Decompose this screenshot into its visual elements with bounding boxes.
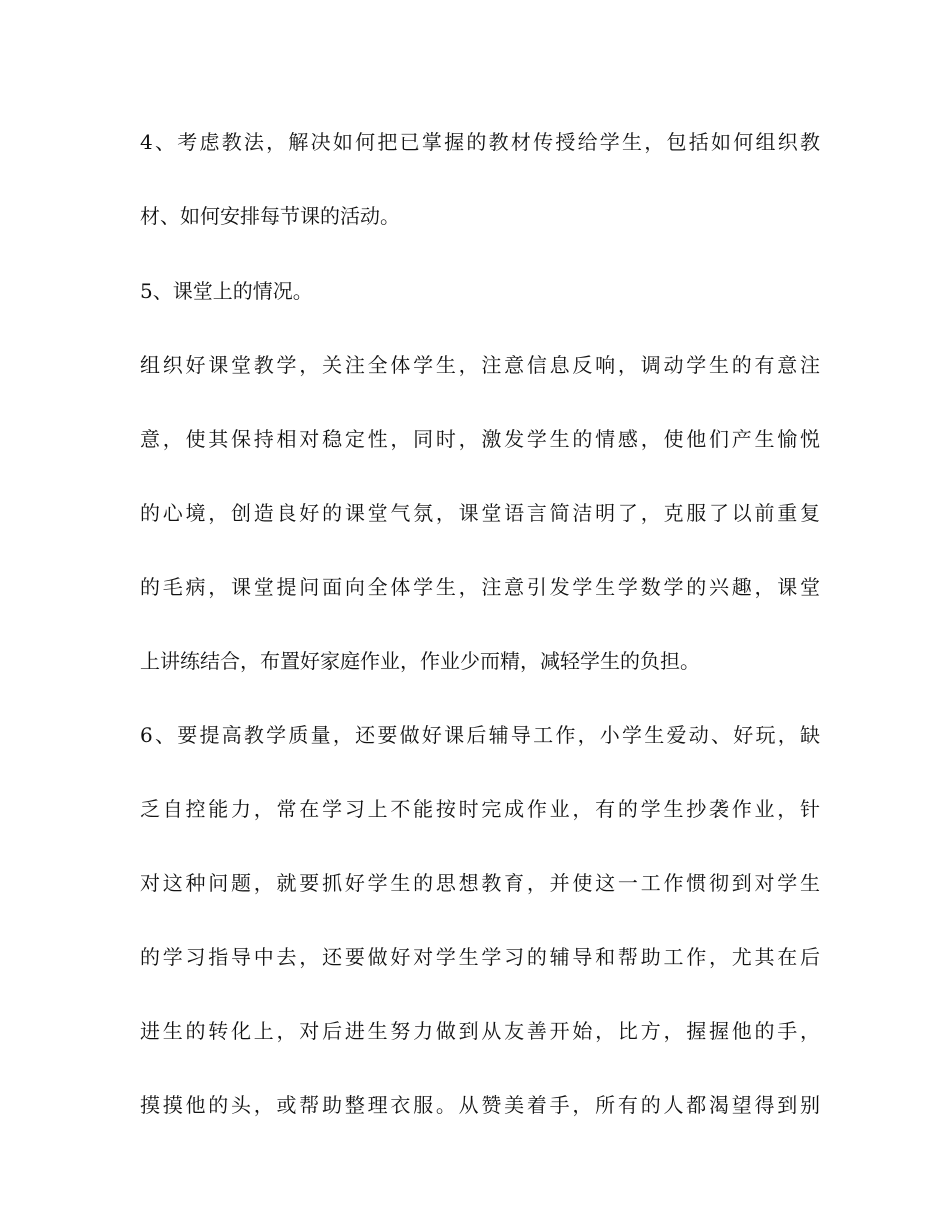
paragraph-4-line-1: 4、考虑教法，解决如何把已掌握的教材传授给学生，包括如何组织教 xyxy=(140,130,820,154)
paragraph-6-line-3: 对这种问题，就要抓好学生的思想教育，并使这一工作惯彻到对学生 xyxy=(140,871,820,895)
paragraph-4-line-2: 材、如何安排每节课的活动。 xyxy=(140,204,400,228)
paragraph-6-line-4: 的学习指导中去，还要做好对学生学习的辅导和帮助工作，尤其在后 xyxy=(140,945,820,969)
paragraph-6-line-1: 6、要提高教学质量，还要做好课后辅导工作，小学生爱动、好玩，缺 xyxy=(140,723,820,747)
paragraph-5-line-5: 上讲练结合，布置好家庭作业，作业少而精，减轻学生的负担。 xyxy=(140,649,700,673)
section-5-heading: 5、课堂上的情况。 xyxy=(140,279,313,303)
paragraph-5-line-1: 组织好课堂教学，关注全体学生，注意信息反响，调动学生的有意注 xyxy=(140,353,820,377)
paragraph-6-line-5: 进生的转化上，对后进生努力做到从友善开始，比方，握握他的手， xyxy=(140,1019,820,1043)
paragraph-5-line-2: 意，使其保持相对稳定性，同时，激发学生的情感，使他们产生愉悦 xyxy=(140,427,820,451)
paragraph-5-line-3: 的心境，创造良好的课堂气氛，课堂语言简洁明了，克服了以前重复 xyxy=(140,501,820,525)
paragraph-6-line-2: 乏自控能力，常在学习上不能按时完成作业，有的学生抄袭作业，针 xyxy=(140,797,820,821)
paragraph-5-line-4: 的毛病，课堂提问面向全体学生，注意引发学生学数学的兴趣，课堂 xyxy=(140,575,820,599)
paragraph-6-line-6: 摸摸他的头，或帮助整理衣服。从赞美着手，所有的人都渴望得到别 xyxy=(140,1093,820,1117)
